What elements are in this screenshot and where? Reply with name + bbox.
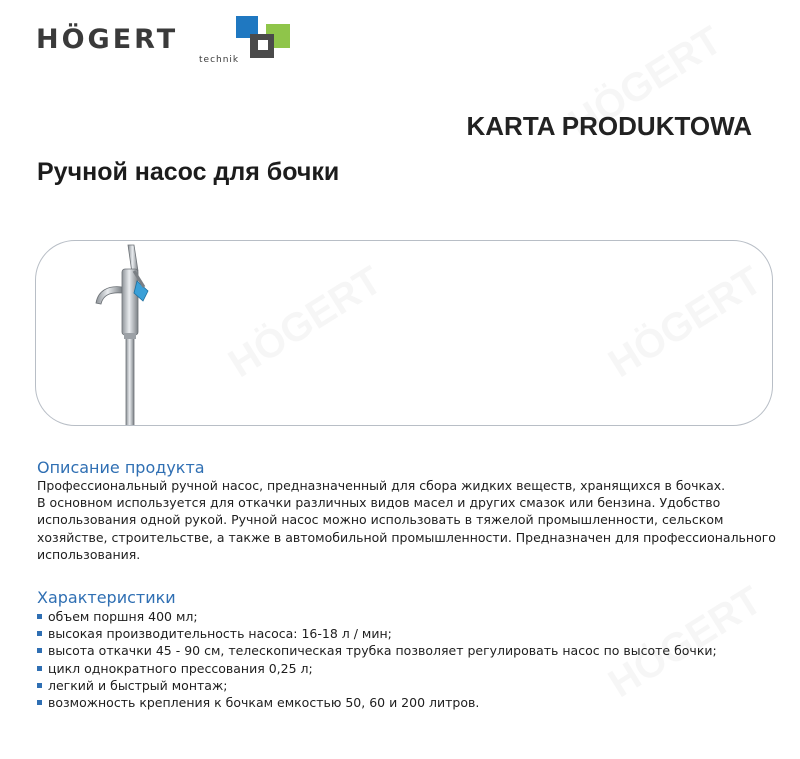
description-line: хозяйстве, строительстве, а также в автомобильной промышленности. Предназначен для профессионального [37,529,776,545]
product-title: Ручной насос для бочки [37,158,340,186]
description-heading: Описание продукта [37,458,205,477]
characteristics-list [37,608,717,711]
characteristics-heading: Характеристики [37,588,176,607]
product-image-frame [35,240,773,426]
list-item: объем поршня 400 мл; [37,608,717,625]
list-item: высокая производительность насоса: 16-18 л / мин; [37,625,717,642]
list-item: возможность крепления к бочкам емкостью 50, 60 и 200 литров. [37,694,717,711]
description-line: Профессиональный ручной насос, предназначенный для сбора жидких веществ, хранящихся в бочках. [37,478,726,493]
bullet-icon [37,648,42,653]
list-item: цикл однократного прессования 0,25 л; [37,660,717,677]
brand-subtitle: technik [199,55,240,65]
bullet-icon [37,700,42,705]
bullet-icon [37,666,42,671]
document-type-heading: KARTA PRODUKTOWA [466,111,752,141]
description-line: использования. [37,546,141,562]
bullet-icon [37,614,42,619]
brand-logo [36,16,296,66]
bullet-icon [37,683,42,688]
description-paragraph [37,477,777,563]
list-item: высота откачки 45 - 90 см, телескопическая трубка позволяет регулировать насос по высоте бочки; [37,642,717,659]
list-item: легкий и быстрый монтаж; [37,677,717,694]
barrel-pump-image [88,241,168,426]
brand-wordmark: HÖGERT [36,24,179,55]
description-line: использования одной рукой. Ручной насос можно использовать в тяжелой промышленности, сельском [37,512,724,528]
description-line: В основном используется для откачки различных видов масел и других смазок или бензина. Удобство [37,495,721,511]
bullet-icon [37,631,42,636]
